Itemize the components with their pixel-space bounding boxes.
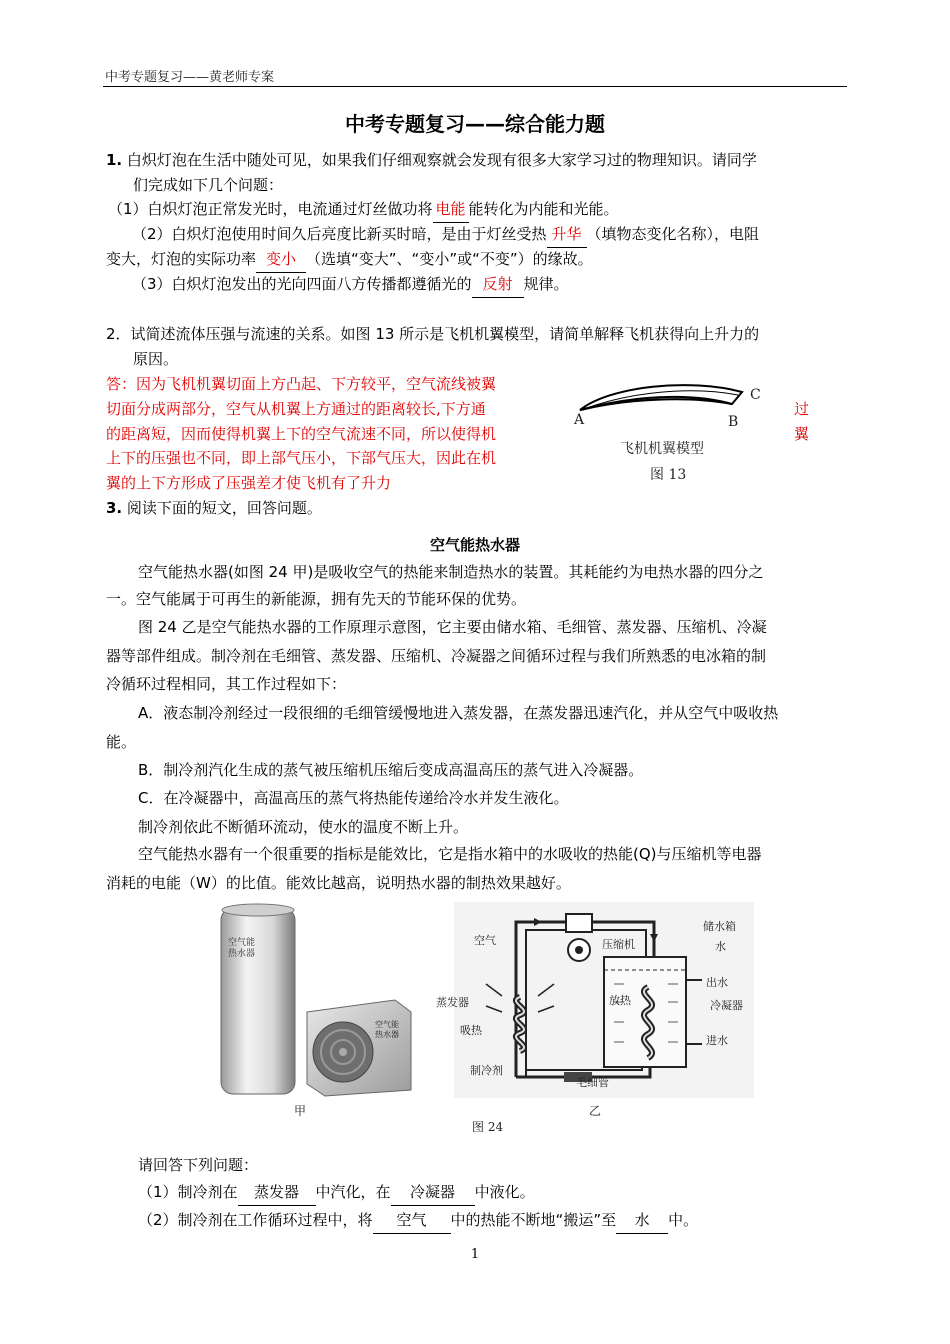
q2-answer-overflow2: 翼 [794, 425, 810, 443]
article-line-3: 图 24 乙是空气能热水器的工作原理示意图，它主要由储水箱、毛细管、蒸发器、压缩机、冷凝 [138, 618, 767, 636]
article-line-9: C．在冷凝器中，高温高压的蒸气将热能传递给冷水并发生液化。 [138, 789, 569, 807]
unit-label: 空气能 热水器 [375, 1020, 399, 1039]
label-air: 空气 [474, 934, 496, 947]
q1-sub1-answer: 电能 [433, 197, 469, 223]
q2-answer-line5: 翼的上下方形成了压强差才使飞机有了升力 [106, 474, 392, 492]
q2-stem-line2: 原因。 [133, 350, 179, 368]
article-line-5: 冷循环过程相同，其工作过程如下： [106, 675, 347, 693]
q3-answer-1: （1）制冷剂在 蒸发器 中汽化，在 冷凝器 中液化。 [138, 1180, 535, 1206]
q1-sub2b-answer: 变小 [256, 247, 306, 273]
label-release: 放热 [609, 994, 631, 1007]
q1-stem-line1: 1. 白炽灯泡在生活中随处可见，如果我们仔细观察就会发现有很多大家学习过的物理知识。请同学 [106, 151, 757, 169]
wing-label-a: A [574, 412, 585, 428]
q1-sub3: （3）白炽灯泡发出的光向四面八方传播都遵循光的 反射 规律。 [132, 272, 569, 298]
label-inlet: 进水 [706, 1034, 728, 1047]
q1-sub1: （1）白炽灯泡正常发光时，电流通过灯丝做功将 电能 能转化为内能和光能。 [108, 197, 619, 223]
q1-stem-line2: 们完成如下几个问题： [133, 176, 284, 194]
page-number: 1 [470, 1247, 480, 1262]
label-water: 水 [715, 940, 726, 953]
article-line-6: A．液态制冷剂经过一段很细的毛细管缓慢地进入蒸发器，在蒸发器迅速汽化，并从空气中吸收热 [138, 704, 779, 722]
wing-model-figure [570, 378, 770, 430]
label-compressor: 压缩机 [602, 938, 635, 951]
air-water-heater-photo [215, 900, 415, 1100]
label-tank: 储水箱 [703, 920, 736, 933]
q2-answer-line4: 上下的压强也不同，即上部气压小，下部气压大，因此在机 [106, 449, 497, 467]
article-line-10: 制冷剂依此不断循环流动，使水的温度不断上升。 [138, 818, 469, 836]
article-line-1: 空气能热水器(如图 24 甲)是吸收空气的热能来制造热水的装置。其耗能约为电热水器的四分之 [138, 563, 764, 581]
q1-sub3-answer: 反射 [472, 272, 524, 298]
article-line-8: B．制冷剂汽化生成的蒸气被压缩机压缩后变成高温高压的蒸气进入冷凝器。 [138, 761, 644, 779]
q3-a2-blank1: 空气 [373, 1208, 451, 1234]
page-title: 中考专题复习——综合能力题 [345, 112, 605, 136]
q3-a1-blank2: 冷凝器 [391, 1180, 475, 1206]
article-line-2: 一。空气能属于可再生的新能源，拥有先天的节能环保的优势。 [106, 590, 527, 608]
header-divider [103, 86, 847, 87]
q3-a1-blank1: 蒸发器 [238, 1180, 316, 1206]
label-refrigerant: 制冷剂 [470, 1064, 503, 1077]
q1-number: 1. [106, 151, 123, 169]
article-line-4: 器等部件组成。制冷剂在毛细管、蒸发器、压缩机、冷凝器之间循环过程与我们所熟悉的电冰箱的制 [106, 647, 767, 665]
wing-caption: 飞机机翼模型 [620, 441, 704, 457]
q1-sub2: （2）白炽灯泡使用时间久后亮度比新买时暗，是由于灯丝受热 升华 （填物态变化名称），电阻 [132, 222, 759, 248]
figure-13-label: 图 13 [650, 467, 687, 483]
label-outlet: 出水 [706, 976, 728, 989]
q3-answer-2: （2）制冷剂在工作循环过程中，将 空气 中的热能不断地“搬运”至 水 中。 [138, 1208, 698, 1234]
figure-24-caption: 图 24 [472, 1120, 504, 1134]
q3-stem: 3. 阅读下面的短文，回答问题。 [106, 499, 322, 517]
q2-answer-line2: 切面分成两部分，空气从机翼上方通过的距离较长,下方通 [106, 400, 486, 418]
q3-a2-blank2: 水 [616, 1208, 668, 1234]
q3-ask: 请回答下列问题： [138, 1156, 259, 1174]
article-line-7: 能。 [106, 733, 137, 751]
wing-label-b: B [728, 414, 739, 430]
wing-label-c: C [750, 387, 761, 403]
q1-sub2-cont: 变大，灯泡的实际功率 变小 （选填“变大”、“变小”或“不变”）的缘故。 [106, 247, 593, 273]
article-title: 空气能热水器 [429, 536, 520, 554]
label-evaporator: 蒸发器 [436, 996, 469, 1009]
q1-sub2-answer: 升华 [547, 222, 587, 248]
q3-number: 3. [106, 499, 123, 517]
tank-label: 空气能 热水器 [228, 938, 256, 959]
figure-jia-label: 甲 [294, 1104, 307, 1118]
label-condenser: 冷凝器 [710, 999, 743, 1012]
figure-yi-label: 乙 [589, 1104, 602, 1118]
label-absorb: 吸热 [460, 1024, 482, 1037]
q2-stem-line1: 2．试简述流体压强与流速的关系。如图 13 所示是飞机机翼模型，请简单解释飞机获得向上升力的 [106, 325, 760, 343]
q2-answer-line1: 答：因为飞机机翼切面上方凸起、下方较平，空气流线被翼 [106, 375, 497, 393]
page-header: 中考专题复习——黄老师专案 [105, 70, 275, 85]
q2-answer-overflow1: 过 [794, 400, 810, 418]
article-line-11: 空气能热水器有一个很重要的指标是能效比，它是指水箱中的水吸收的热能(Q)与压缩机等电器 [138, 845, 762, 863]
q2-answer-line3: 的距离短，因而使得机翼上下的空气流速不同，所以使得机 [106, 425, 497, 443]
label-capillary: 毛细管 [576, 1076, 609, 1089]
article-line-12: 消耗的电能（W）的比值。能效比越高，说明热水器的制热效果越好。 [106, 874, 571, 892]
